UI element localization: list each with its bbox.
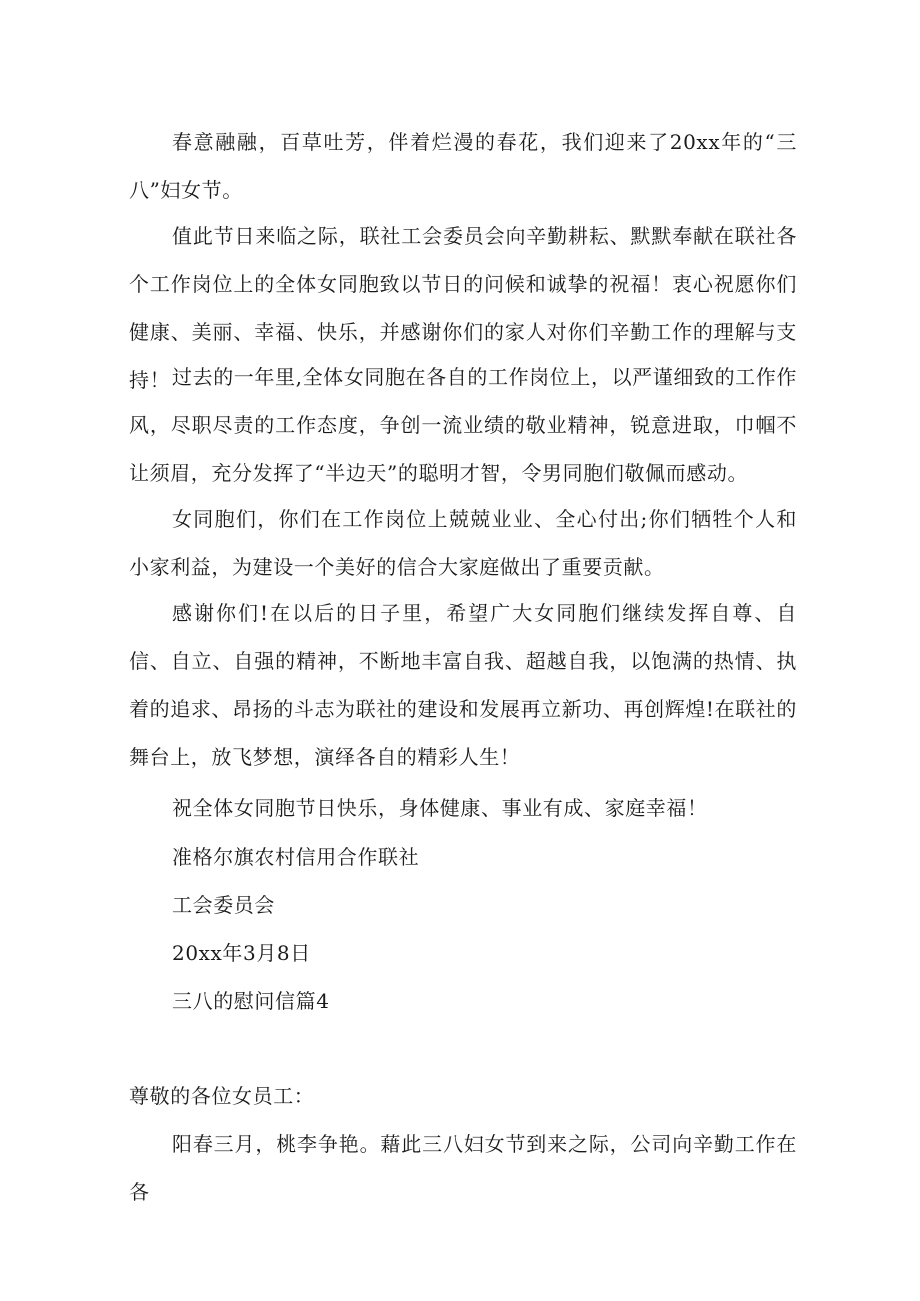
- paragraph-spring: 春意融融，百草吐芳，伴着烂漫的春花，我们迎来了20xx年的“三八”妇女节。: [129, 130, 797, 202]
- letter-date: 20xx年3月8日: [172, 941, 311, 965]
- paragraph-spring-march: 阳春三月，桃李争艳。藉此三八妇女节到来之际，公司向辛勤工作在各: [129, 1132, 797, 1204]
- paragraph-past-year: 过去的一年里,全体女同胞在各自的工作岗位上，以严谨细致的工作作风，尽职尽责的工作态度，争创一流业绩的敬业精神，锐意进取，巾帼不让须眉，充分发挥了“半边天”的聪明才智，令男同胞们敬佩而感动。: [129, 365, 797, 485]
- signature-department: 工会委员会: [172, 893, 275, 917]
- signature-organization: 准格尔旗农村信用合作联社: [172, 845, 420, 869]
- paragraph-greeting: 值此节日来临之际，联社工会委员会向辛勤耕耘、默默奉献在联社各个工作岗位上的全体女同胞致以节日的问候和诚挚的祝福！衷心祝愿你们健康、美丽、幸福、快乐，并感谢你们的家人对你们辛勤工作的理解与支持！: [129, 224, 797, 392]
- closing-wish: 祝全体女同胞节日快乐，身体健康、事业有成、家庭幸福！: [172, 796, 708, 820]
- paragraph-thanks: 感谢你们!在以后的日子里，希望广大女同胞们继续发挥自尊、自信、自立、自强的精神，不断地丰富自我、超越自我，以饱满的热情、执着的追求、昂扬的斗志为联社的建设和发展再立新功、再创辉煌!在联社的舞台上，放飞梦想，演绎各自的精彩人生！: [129, 601, 797, 769]
- salutation: 尊敬的各位女员工：: [129, 1084, 315, 1108]
- paragraph-contribution: 女同胞们，你们在工作岗位上兢兢业业、全心付出;你们牺牲个人和小家利益，为建设一个美好的信合大家庭做出了重要贡献。: [129, 507, 797, 579]
- section-title: 三八的慰问信篇4: [172, 989, 330, 1013]
